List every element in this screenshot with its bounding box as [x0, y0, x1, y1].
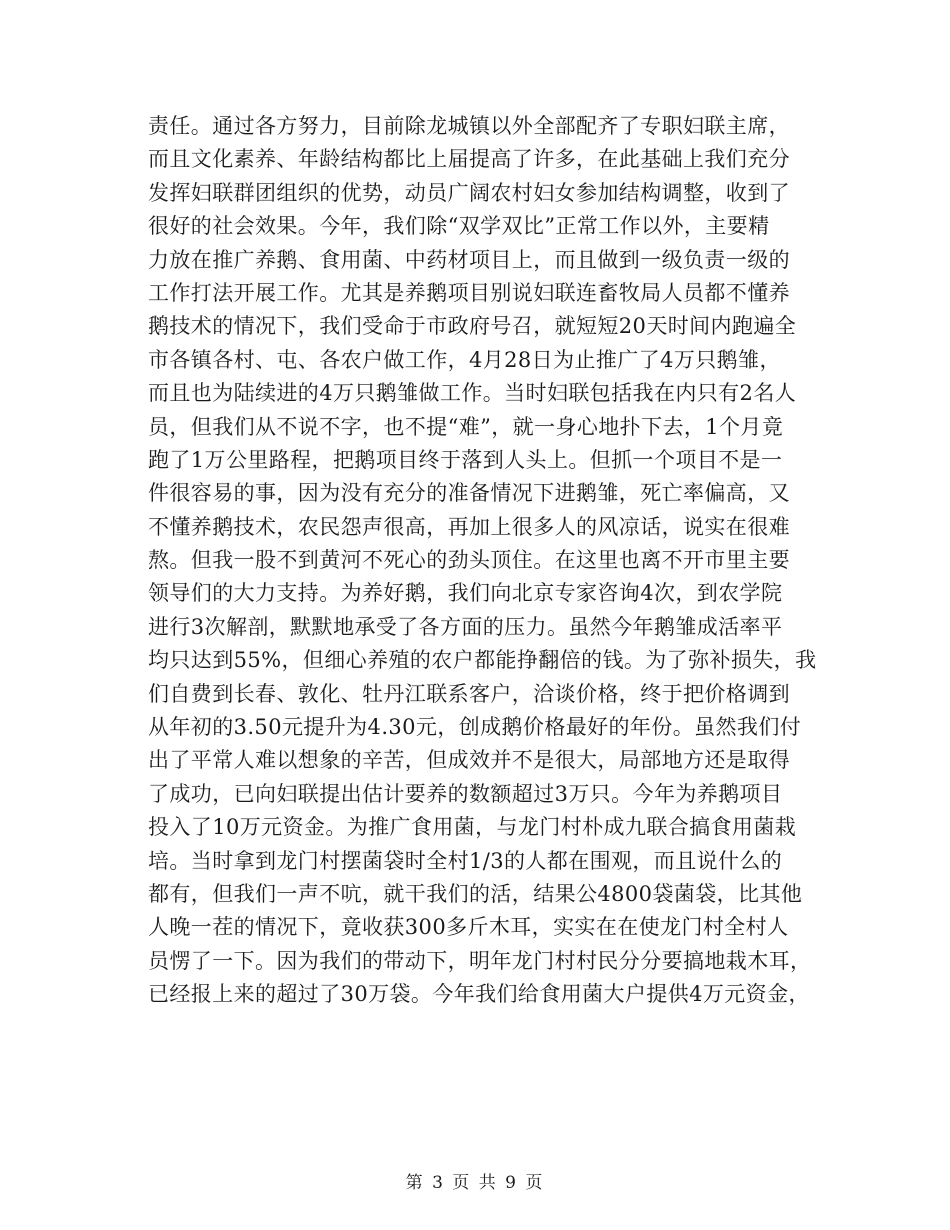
text-line: 力放在推广养鹅、食用菌、中药材项目上，而且做到一级负责一级的 [148, 247, 790, 272]
body-text [148, 110, 818, 1012]
text-line: 都有，但我们一声不吭，就干我们的活，结果公4800袋菌袋，比其他 [148, 881, 803, 906]
text-line: 市各镇各村、屯、各农户做工作，4月28日为止推广了4万只鹅雏， [148, 347, 781, 372]
text-line: 出了平常人难以想象的辛苦，但成效并不是很大，局部地方还是取得 [148, 748, 790, 773]
text-line: 责任。通过各方努力，目前除龙城镇以外全部配齐了专职妇联主席， [148, 114, 790, 138]
text-line: 从年初的3.50元提升为4.30元，创成鹅价格最好的年份。虽然我们付 [148, 715, 802, 740]
text-line: 而且也为陆续进的4万只鹅雏做工作。当时妇联包括我在内只有2名人 [148, 381, 797, 406]
text-line: 而且文化素养、年龄结构都比上届提高了许多，在此基础上我们充分 [148, 147, 790, 172]
page-number-footer: 第 3 页 共 9 页 [405, 1173, 545, 1193]
text-line: 工作打法开展工作。尤其是养鹅项目别说妇联连畜牧局人员都不懂养 [148, 280, 790, 305]
text-line: 熬。但我一股不到黄河不死心的劲头顶住。在这里也离不开市里主要 [148, 548, 790, 573]
text-line: 鹅技术的情况下，我们受命于市政府号召，就短短20天时间内跑遍全 [148, 314, 797, 339]
text-line: 均只达到55%，但细心养殖的农户都能挣翻倍的钱。为了弥补损失，我 [148, 648, 817, 673]
text-line: 件很容易的事，因为没有充分的准备情况下进鹅雏，死亡率偏高，又 [148, 481, 790, 506]
text-line: 了成功，已向妇联提出估计要养的数额超过3万只。今年为养鹅项目 [148, 781, 783, 806]
text-line: 员愣了一下。因为我们的带动下，明年龙门村村民分分要搞地栽木耳， [148, 948, 812, 973]
text-line: 进行3次解剖，默默地承受了各方面的压力。虽然今年鹅雏成活率平 [148, 614, 783, 639]
text-line: 发挥妇联群团组织的优势，动员广阔农村妇女参加结构调整，收到了 [148, 180, 790, 205]
text-line: 员，但我们从不说不字，也不提“难”，就一身心地扑下去，1个月竟 [148, 414, 784, 439]
text-line: 投入了10万元资金。为推广食用菌，与龙门村朴成九联合搞食用菌栽 [148, 815, 797, 840]
text-line: 不懂养鹅技术，农民怨声很高，再加上很多人的风凉话，说实在很难 [148, 514, 790, 539]
text-line: 人晚一茬的情况下，竟收获300多斤木耳，实实在在使龙门村全村人 [148, 915, 789, 940]
text-line: 已经报上来的超过了30万袋。今年我们给食用菌大户提供4万元资金， [148, 982, 810, 1007]
text-line: 培。当时拿到龙门村摆菌袋时全村1/3的人都在围观，而且说什么的 [148, 848, 783, 873]
text-line: 们自费到长春、敦化、牡丹江联系客户，洽谈价格，终于把价格调到 [148, 681, 790, 706]
text-line: 跑了1万公里路程，把鹅项目终于落到人头上。但抓一个项目不是一 [148, 447, 783, 472]
text-line: 领导们的大力支持。为养好鹅，我们向北京专家咨询4次，到农学院 [148, 581, 783, 606]
text-line: 很好的社会效果。今年，我们除“双学双比”正常工作以外，主要精 [148, 214, 770, 239]
